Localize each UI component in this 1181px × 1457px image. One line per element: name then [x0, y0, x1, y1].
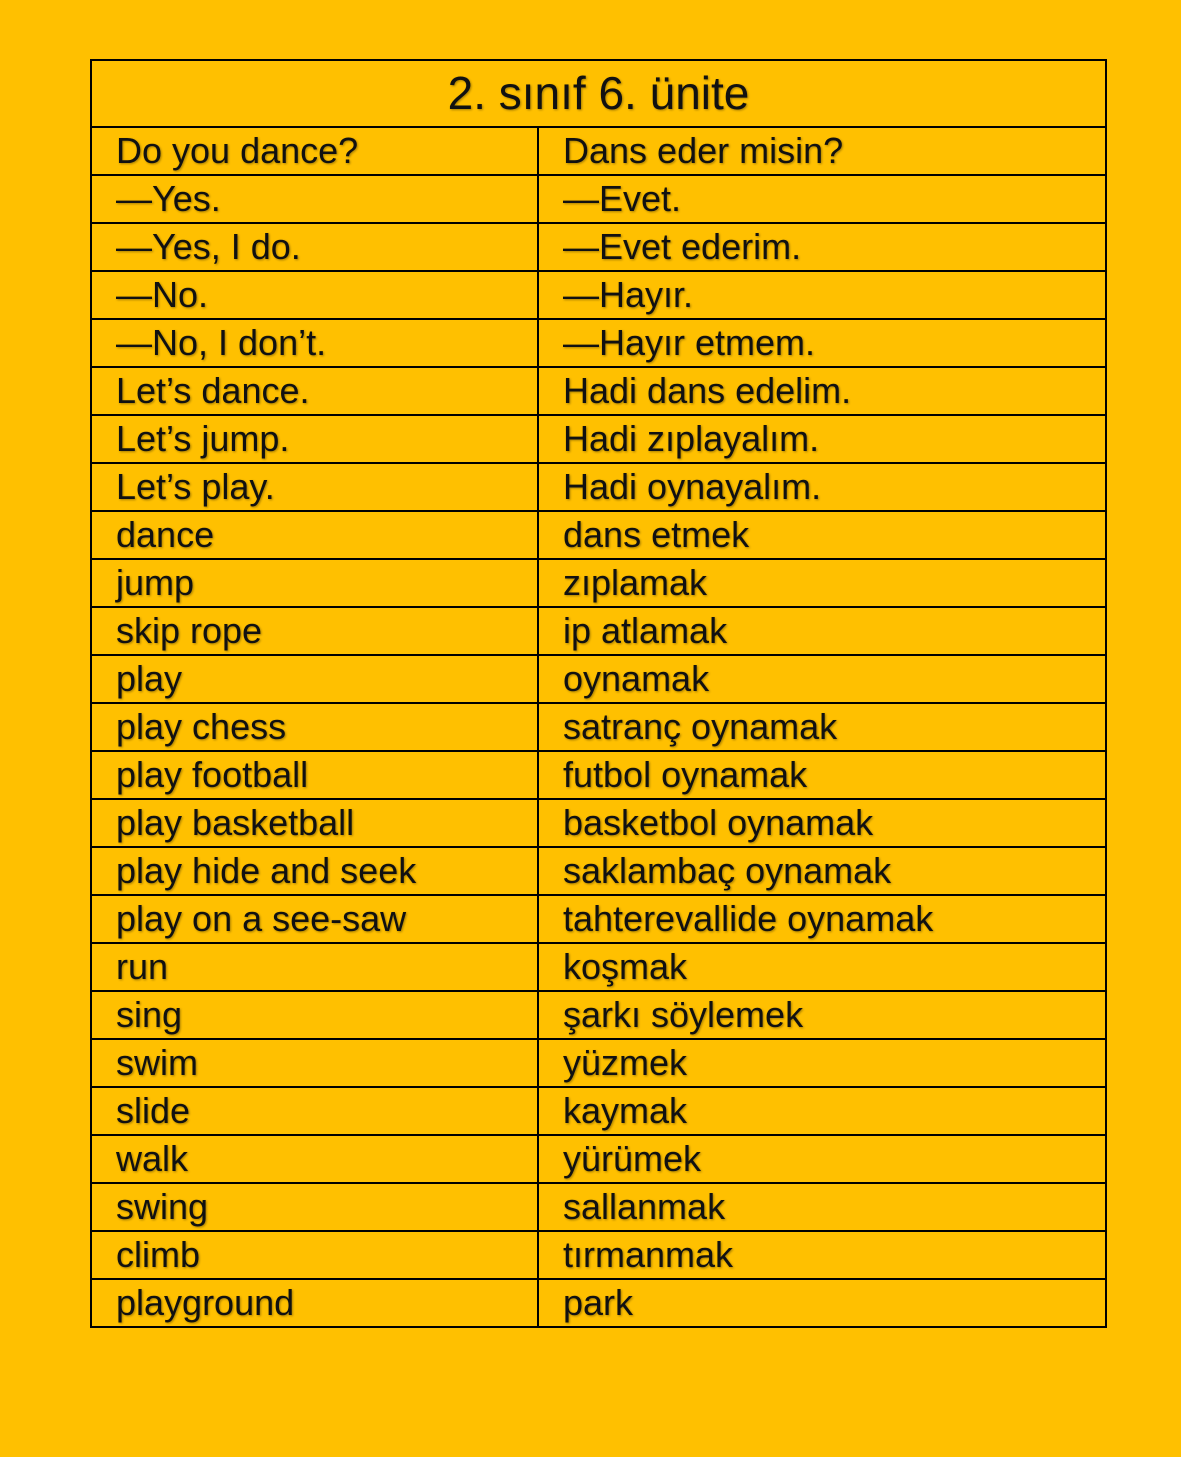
english-phrase-cell: play on a see-saw [91, 895, 538, 943]
title-row [91, 60, 1106, 127]
table-row [91, 607, 1106, 655]
table-body [91, 60, 1106, 1327]
turkish-translation-cell: —Evet ederim. [538, 223, 1106, 271]
english-phrase-cell: —No, I don’t. [91, 319, 538, 367]
vocabulary-table [90, 59, 1107, 1328]
english-phrase-cell: dance [91, 511, 538, 559]
english-phrase-cell: slide [91, 1087, 538, 1135]
english-phrase-cell: run [91, 943, 538, 991]
english-phrase-cell: Do you dance? [91, 127, 538, 175]
english-phrase-cell: Let’s play. [91, 463, 538, 511]
turkish-translation-cell: Dans eder misin? [538, 127, 1106, 175]
table-row [91, 175, 1106, 223]
turkish-translation-cell: Hadi oynayalım. [538, 463, 1106, 511]
english-phrase-cell: walk [91, 1135, 538, 1183]
turkish-translation-cell: —Evet. [538, 175, 1106, 223]
english-phrase-cell: climb [91, 1231, 538, 1279]
table-row [91, 223, 1106, 271]
turkish-translation-cell: tırmanmak [538, 1231, 1106, 1279]
english-phrase-cell: play football [91, 751, 538, 799]
english-phrase-cell: jump [91, 559, 538, 607]
english-phrase-cell: swing [91, 1183, 538, 1231]
turkish-translation-cell: sallanmak [538, 1183, 1106, 1231]
turkish-translation-cell: yüzmek [538, 1039, 1106, 1087]
table-row [91, 1279, 1106, 1327]
table-row [91, 847, 1106, 895]
table-row [91, 703, 1106, 751]
english-phrase-cell: swim [91, 1039, 538, 1087]
table-row [91, 1039, 1106, 1087]
table-row [91, 319, 1106, 367]
english-phrase-cell: Let’s dance. [91, 367, 538, 415]
turkish-translation-cell: Hadi dans edelim. [538, 367, 1106, 415]
turkish-translation-cell: basketbol oynamak [538, 799, 1106, 847]
table-row [91, 1087, 1106, 1135]
table-row [91, 1135, 1106, 1183]
english-phrase-cell: sing [91, 991, 538, 1039]
table-row [91, 799, 1106, 847]
english-phrase-cell: play hide and seek [91, 847, 538, 895]
turkish-translation-cell: Hadi zıplayalım. [538, 415, 1106, 463]
table-row [91, 943, 1106, 991]
table-row [91, 655, 1106, 703]
turkish-translation-cell: park [538, 1279, 1106, 1327]
table-row [91, 1231, 1106, 1279]
table-row [91, 127, 1106, 175]
turkish-translation-cell: şarkı söylemek [538, 991, 1106, 1039]
english-phrase-cell: skip rope [91, 607, 538, 655]
turkish-translation-cell: tahterevallide oynamak [538, 895, 1106, 943]
turkish-translation-cell: satranç oynamak [538, 703, 1106, 751]
english-phrase-cell: play [91, 655, 538, 703]
turkish-translation-cell: —Hayır etmem. [538, 319, 1106, 367]
turkish-translation-cell: zıplamak [538, 559, 1106, 607]
table-row [91, 991, 1106, 1039]
table-row [91, 895, 1106, 943]
turkish-translation-cell: koşmak [538, 943, 1106, 991]
table-row [91, 367, 1106, 415]
table-row [91, 559, 1106, 607]
table-row [91, 415, 1106, 463]
english-phrase-cell: play chess [91, 703, 538, 751]
turkish-translation-cell: ip atlamak [538, 607, 1106, 655]
turkish-translation-cell: —Hayır. [538, 271, 1106, 319]
table-row [91, 271, 1106, 319]
table-row [91, 1183, 1106, 1231]
turkish-translation-cell: dans etmek [538, 511, 1106, 559]
english-phrase-cell: —Yes. [91, 175, 538, 223]
turkish-translation-cell: saklambaç oynamak [538, 847, 1106, 895]
table-row [91, 463, 1106, 511]
english-phrase-cell: —Yes, I do. [91, 223, 538, 271]
turkish-translation-cell: oynamak [538, 655, 1106, 703]
table-row [91, 511, 1106, 559]
english-phrase-cell: play basketball [91, 799, 538, 847]
english-phrase-cell: —No. [91, 271, 538, 319]
table-row [91, 751, 1106, 799]
turkish-translation-cell: futbol oynamak [538, 751, 1106, 799]
turkish-translation-cell: kaymak [538, 1087, 1106, 1135]
english-phrase-cell: playground [91, 1279, 538, 1327]
page-title: 2. sınıf 6. ünite [91, 60, 1106, 127]
turkish-translation-cell: yürümek [538, 1135, 1106, 1183]
english-phrase-cell: Let’s jump. [91, 415, 538, 463]
